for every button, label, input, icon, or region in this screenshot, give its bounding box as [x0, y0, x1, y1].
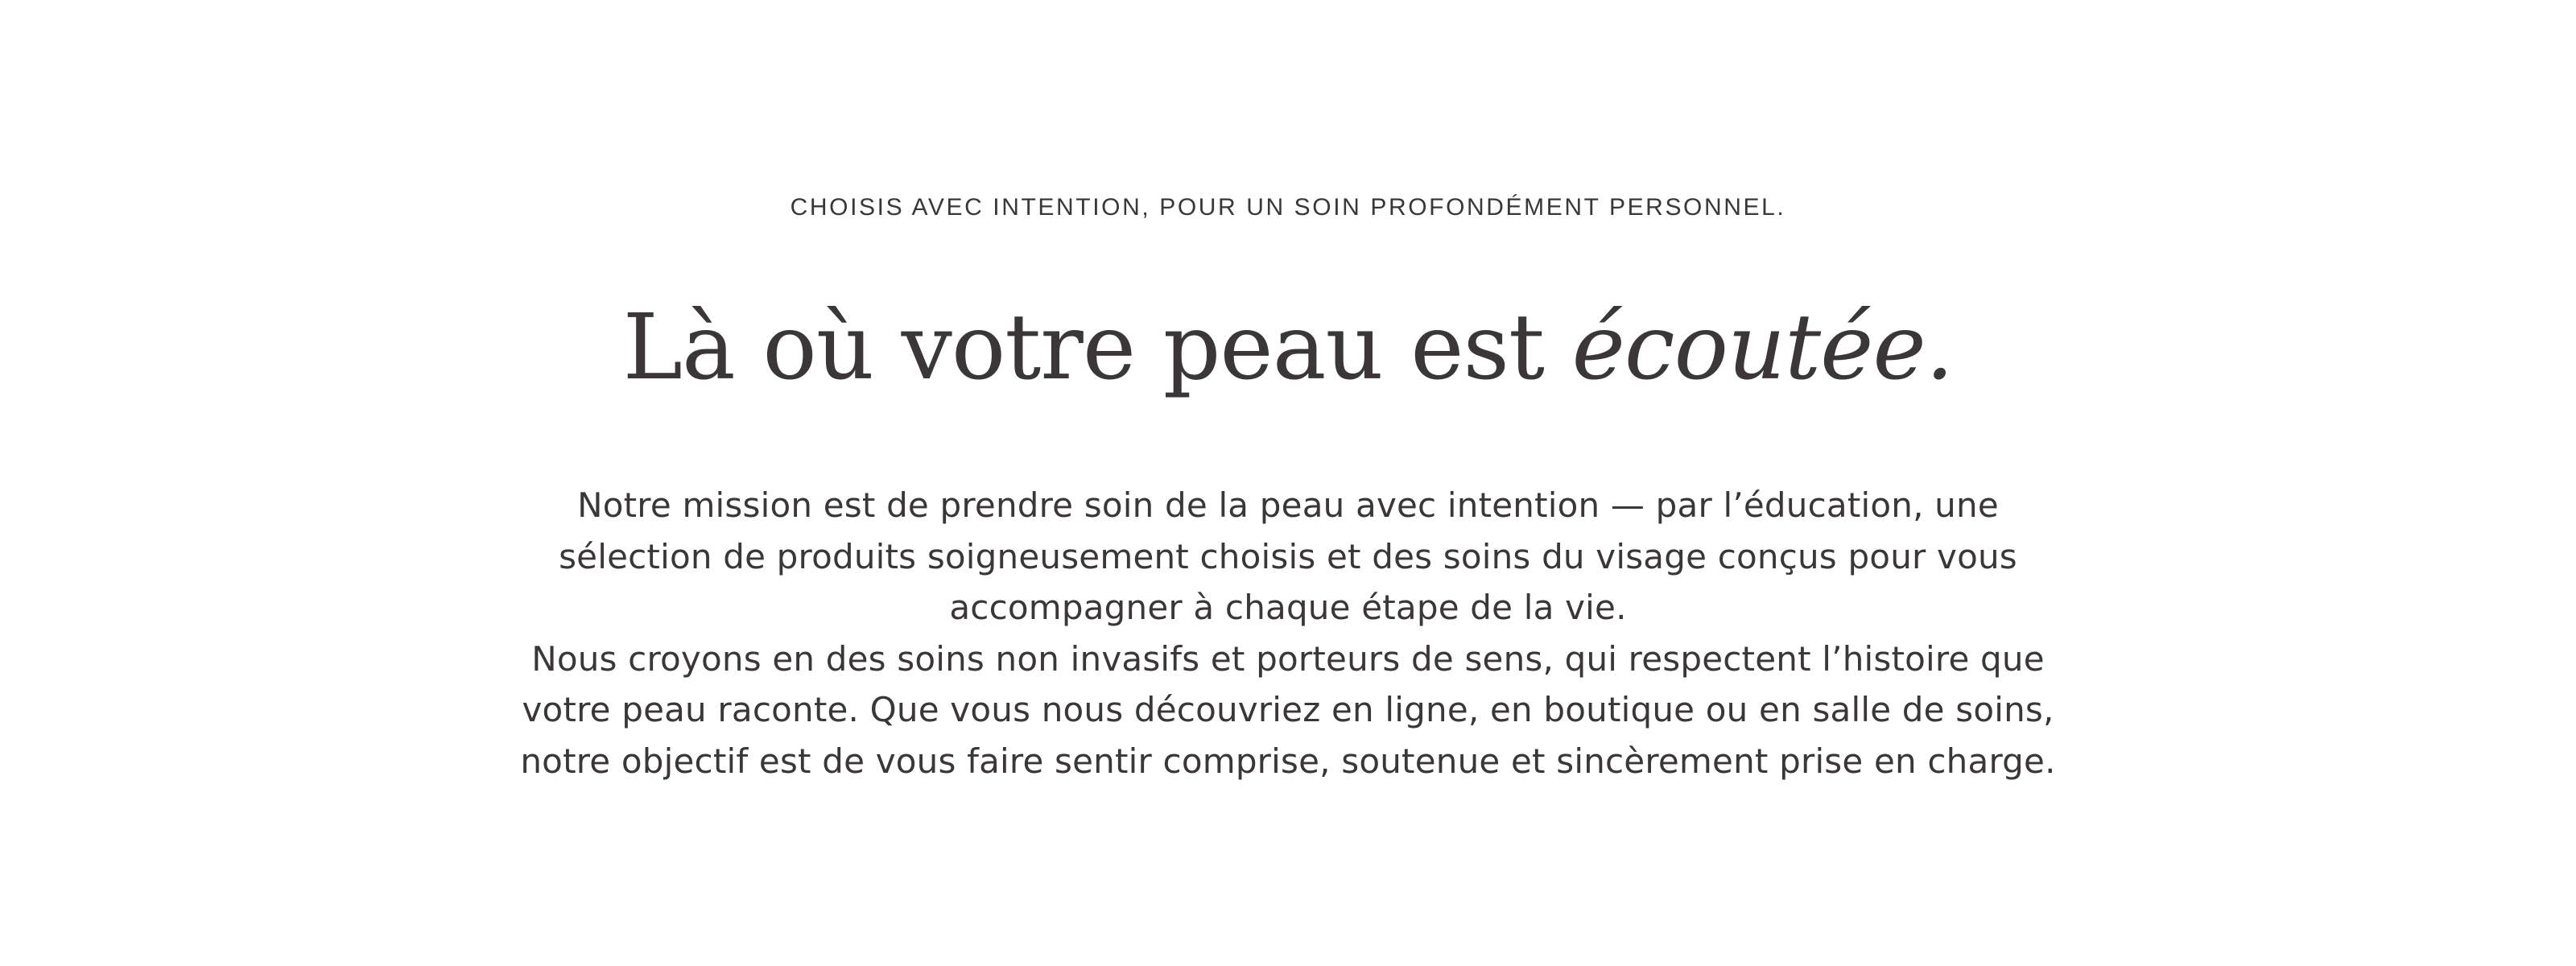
- headline-emphasis: écoutée.: [1571, 295, 1954, 400]
- headline-text: Là où votre peau est: [622, 295, 1572, 400]
- headline: [0, 291, 2576, 404]
- mission-paragraph-1: Notre mission est de prendre soin de la peau avec intention — par l’éducation, une sélection de produits soigneusement choisis et des soins du visage conçus pour vous accompagner à chaque étape de la vie.: [559, 485, 2017, 627]
- eyebrow-tagline: CHOISIS AVEC INTENTION, POUR UN SOIN PROFONDÉMENT PERSONNEL.: [790, 194, 1786, 221]
- mission-text: [515, 480, 2061, 786]
- mission-paragraph-2: Nous croyons en des soins non invasifs et porteurs de sens, qui respectent l’histoire que votre peau raconte. Que vous nous découvriez en ligne, en boutique ou en salle de soins, notre objectif est de vous faire sentir comprise, soutenue et sincèrement prise en charge.: [520, 638, 2056, 781]
